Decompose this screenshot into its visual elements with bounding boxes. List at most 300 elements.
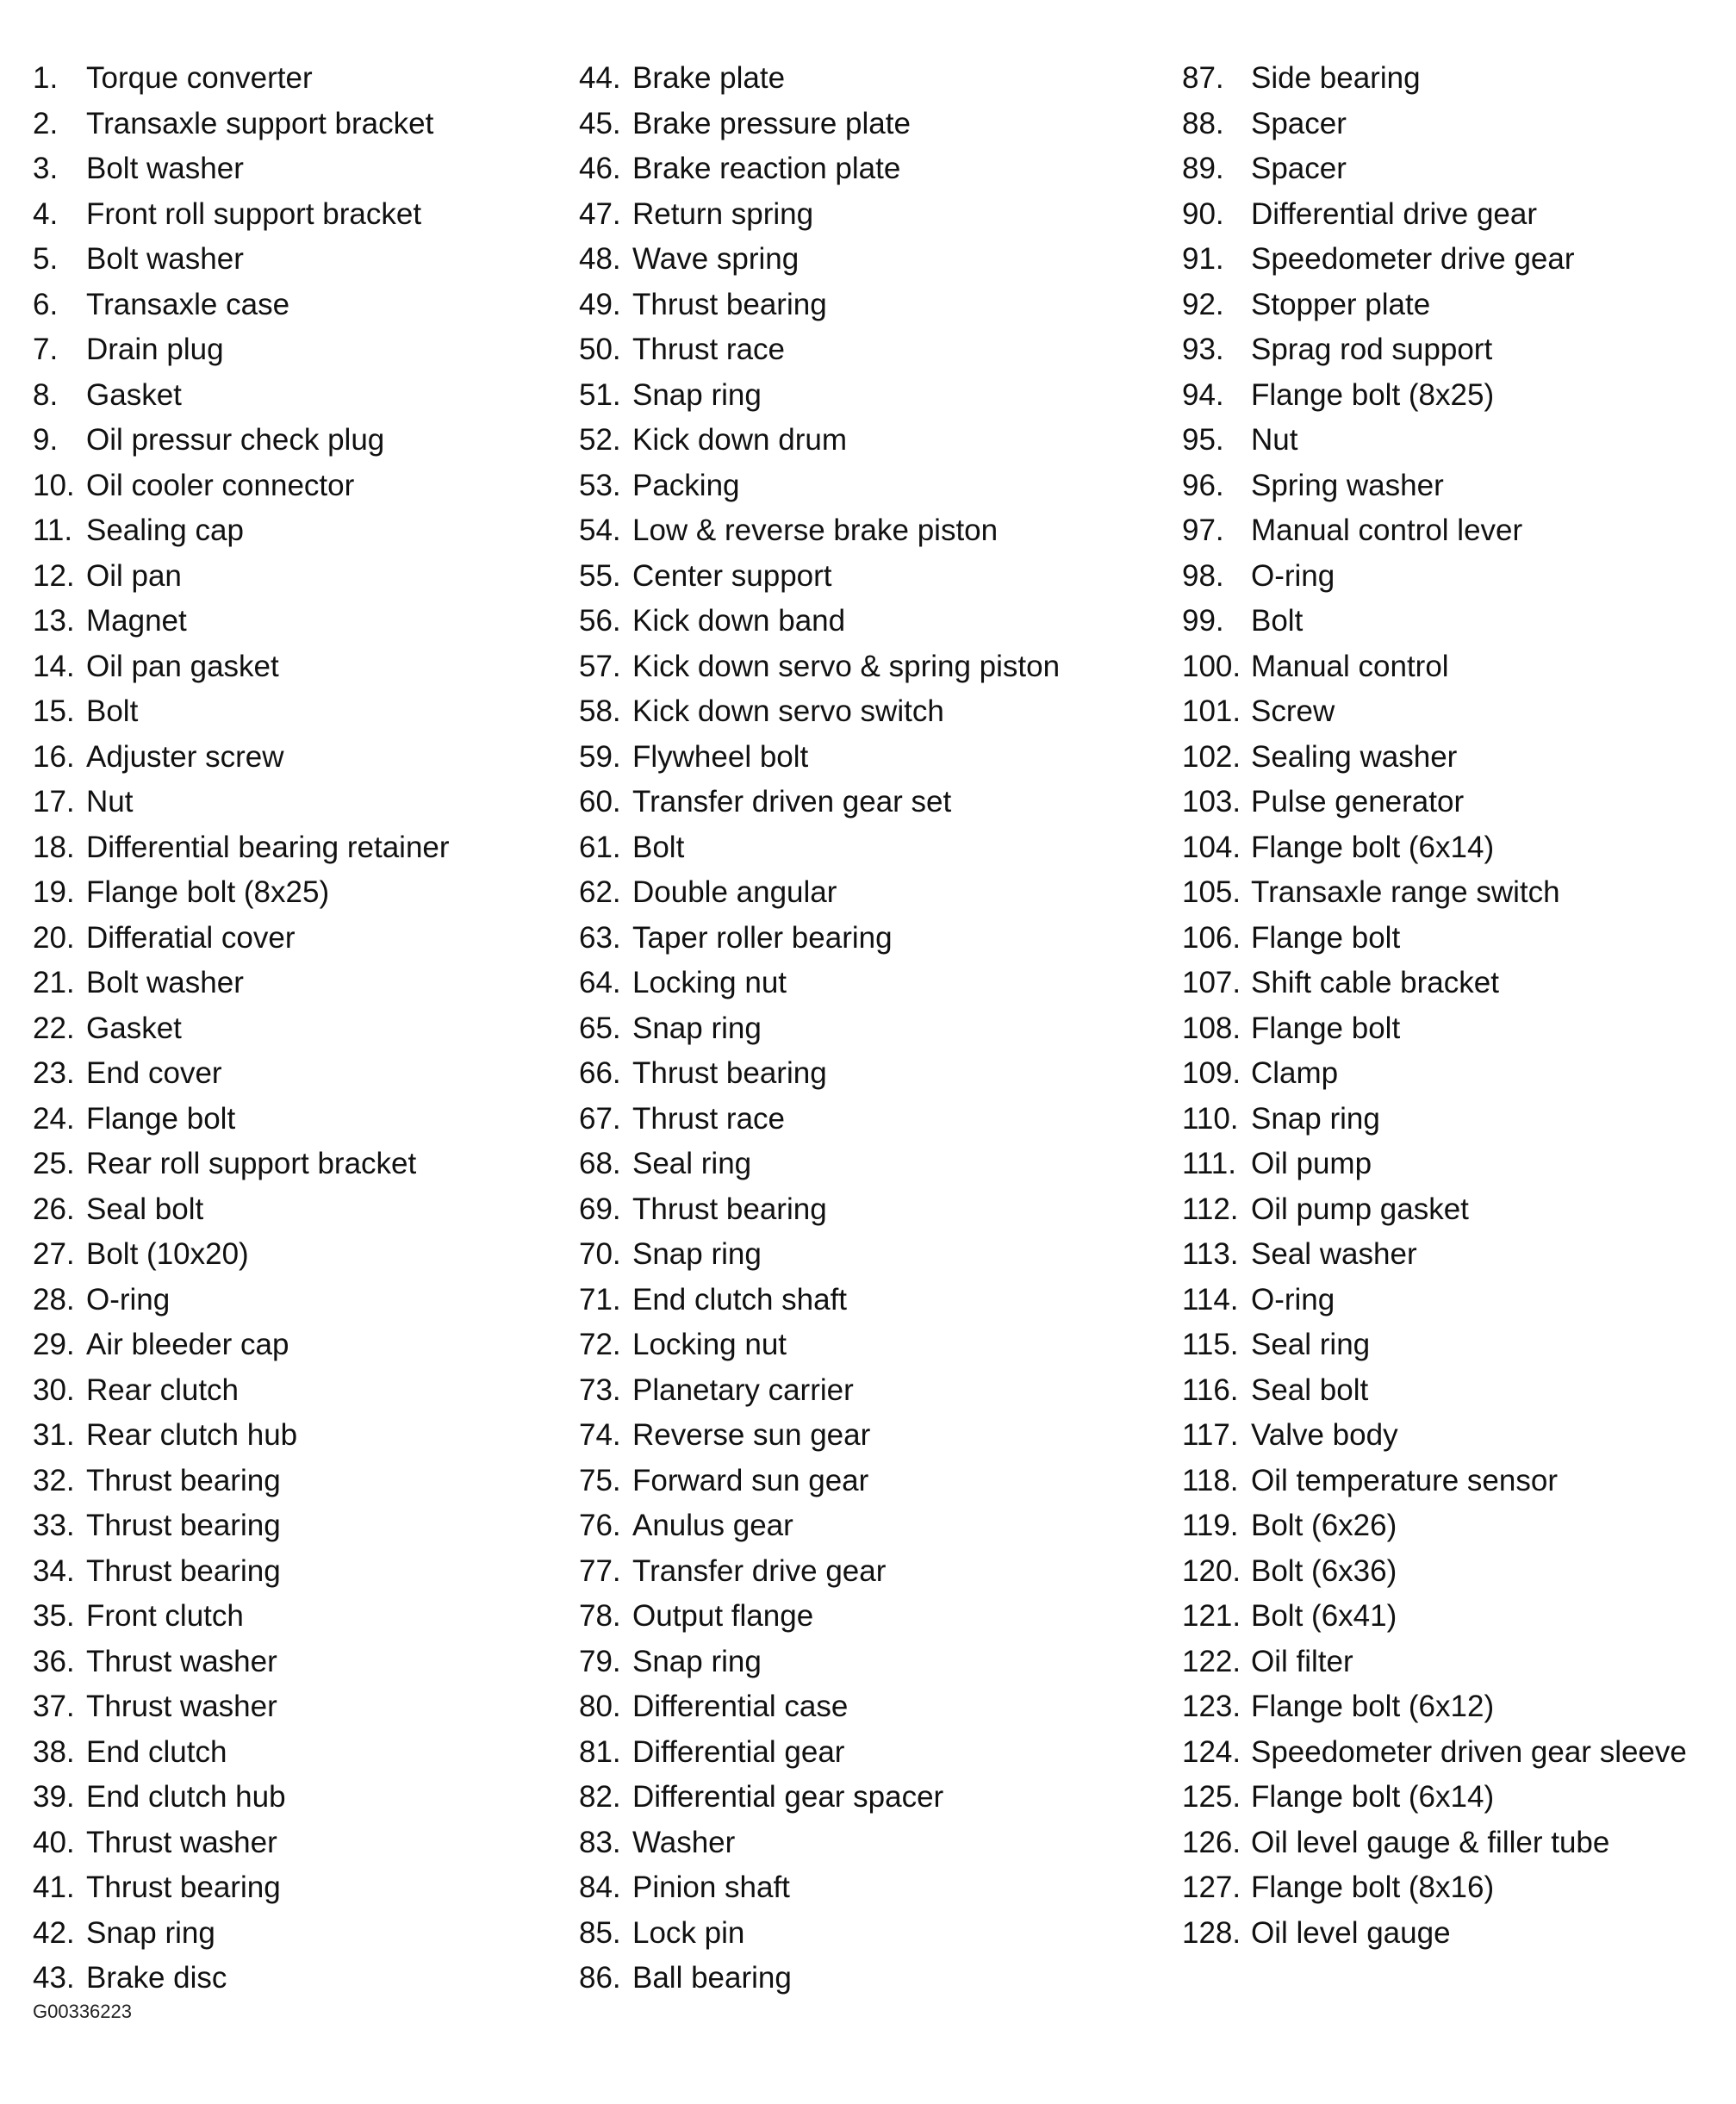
- legend-item: [1182, 1368, 1687, 1414]
- legend-item-number: 54.: [579, 514, 621, 547]
- legend-item-label: Kick down servo switch: [632, 694, 944, 728]
- legend-item: [579, 1911, 1060, 1957]
- legend-item: [33, 1459, 450, 1504]
- legend-item-number: 6.: [33, 287, 59, 321]
- legend-item-label: Thrust bearing: [632, 1192, 827, 1226]
- legend-item-label: Spring washer: [1251, 468, 1444, 502]
- legend-item-label: Differential gear spacer: [632, 1780, 944, 1814]
- legend-item: [33, 327, 450, 373]
- legend-item-label: Flange bolt (6x14): [1251, 830, 1495, 864]
- legend-item: [33, 1006, 450, 1052]
- legend-item-number: 95.: [1182, 423, 1224, 457]
- legend-item-number: 43.: [33, 1961, 75, 1995]
- legend-item-number: 111.: [1182, 1147, 1236, 1180]
- legend-item: [1182, 1232, 1687, 1278]
- legend-item-label: O-ring: [1251, 558, 1335, 593]
- legend-item-label: Flange bolt: [1251, 920, 1401, 955]
- legend-item-number: 48.: [579, 242, 621, 276]
- legend-item: [579, 1821, 1060, 1866]
- legend-item-number: 107.: [1182, 966, 1241, 999]
- legend-item-label: Shift cable bracket: [1251, 966, 1499, 999]
- legend-item-number: 8.: [33, 377, 59, 412]
- legend-item-number: 61.: [579, 830, 621, 864]
- legend-item-label: Flange bolt (6x12): [1251, 1690, 1495, 1723]
- legend-item-label: Snap ring: [632, 1237, 762, 1271]
- legend-item: [1182, 192, 1687, 238]
- legend-item-number: 128.: [1182, 1915, 1241, 1950]
- legend-item: [33, 283, 450, 328]
- legend-item: [1182, 916, 1687, 962]
- legend-item: [33, 192, 450, 238]
- legend-item-label: Magnet: [86, 604, 187, 638]
- legend-item: [33, 1956, 450, 2001]
- legend-item: [579, 237, 1060, 283]
- legend-item-label: Bolt: [632, 830, 685, 864]
- legend-item-label: Reverse sun gear: [632, 1418, 871, 1452]
- legend-item-label: Kick down servo & spring piston: [632, 649, 1061, 683]
- legend-item: [579, 1232, 1060, 1278]
- legend-item-label: Thrust washer: [86, 1644, 277, 1678]
- legend-item-number: 109.: [1182, 1056, 1241, 1090]
- legend-item-number: 113.: [1182, 1237, 1239, 1271]
- legend-item-number: 10.: [33, 468, 75, 502]
- legend-item: [33, 56, 450, 102]
- legend-item-number: 90.: [1182, 196, 1224, 231]
- legend-item-number: 41.: [33, 1871, 75, 1904]
- legend-item: [579, 283, 1060, 328]
- legend-item-number: 117.: [1182, 1418, 1239, 1452]
- legend-item: [579, 1006, 1060, 1052]
- legend-item-number: 68.: [579, 1147, 621, 1180]
- legend-item: [579, 1413, 1060, 1459]
- legend-item-label: Seal washer: [1251, 1237, 1417, 1271]
- legend-item: [579, 1278, 1060, 1323]
- legend-item-label: Bolt washer: [86, 242, 244, 276]
- legend-item-number: 97.: [1182, 514, 1224, 547]
- legend-item-label: O-ring: [1251, 1282, 1335, 1317]
- legend-item-label: Brake pressure plate: [632, 106, 911, 140]
- legend-item-number: 122.: [1182, 1644, 1241, 1678]
- legend-item: [1182, 780, 1687, 825]
- legend-item-number: 49.: [579, 287, 621, 321]
- legend-item-label: Brake plate: [632, 61, 786, 95]
- legend-item: [33, 825, 450, 871]
- legend-item-label: Thrust bearing: [632, 287, 827, 321]
- legend-item: [579, 1503, 1060, 1549]
- legend-item: [1182, 237, 1687, 283]
- legend-item-label: Oil pressur check plug: [86, 423, 385, 457]
- legend-item: [33, 1640, 450, 1685]
- legend-item-label: Thrust race: [632, 333, 785, 366]
- legend-item: [33, 1051, 450, 1097]
- legend-item-number: 46.: [579, 152, 621, 185]
- legend-item-number: 79.: [579, 1644, 621, 1678]
- legend-item-number: 106.: [1182, 920, 1241, 955]
- legend-item: [1182, 1051, 1687, 1097]
- legend-item-label: Transfer drive gear: [632, 1553, 887, 1588]
- legend-item: [1182, 1459, 1687, 1504]
- legend-item-number: 47.: [579, 196, 621, 231]
- legend-item-label: Nut: [86, 785, 134, 819]
- legend-item: [1182, 825, 1687, 871]
- legend-item-number: 39.: [33, 1780, 75, 1814]
- legend-item-label: Transaxle support bracket: [86, 106, 434, 140]
- legend-item-label: Screw: [1251, 694, 1335, 728]
- legend-item: [579, 825, 1060, 871]
- legend-item-label: Wave spring: [632, 242, 800, 276]
- legend-item-label: Snap ring: [632, 1011, 762, 1045]
- legend-item-label: Transaxle range switch: [1251, 875, 1560, 909]
- legend-item-label: Differential drive gear: [1251, 196, 1538, 231]
- legend-item-label: Brake disc: [86, 1961, 227, 1995]
- legend-item-label: Differential case: [632, 1690, 849, 1723]
- legend-item-number: 9.: [33, 423, 59, 457]
- legend-item-label: Oil cooler connector: [86, 468, 355, 502]
- legend-item-number: 15.: [33, 694, 75, 728]
- legend-item-number: 119.: [1182, 1509, 1239, 1542]
- legend-item-label: Thrust bearing: [632, 1056, 827, 1090]
- legend-item: [579, 1549, 1060, 1595]
- legend-item-label: Oil temperature sensor: [1251, 1463, 1558, 1497]
- legend-item-number: 82.: [579, 1780, 621, 1814]
- legend-item: [579, 1684, 1060, 1730]
- legend-item-label: Bolt (6x36): [1251, 1553, 1397, 1588]
- legend-item: [579, 1142, 1060, 1187]
- legend-item-label: Thrust washer: [86, 1825, 277, 1859]
- legend-item: [579, 961, 1060, 1006]
- legend-item: [1182, 870, 1687, 916]
- legend-item-number: 37.: [33, 1690, 75, 1723]
- legend-item: [1182, 508, 1687, 554]
- legend-item-number: 84.: [579, 1871, 621, 1904]
- legend-item-number: 80.: [579, 1690, 621, 1723]
- legend-item-label: Speedometer drive gear: [1251, 242, 1575, 276]
- legend-item-number: 65.: [579, 1011, 621, 1045]
- legend-item-number: 62.: [579, 875, 621, 909]
- legend-item-label: Locking nut: [632, 1328, 787, 1361]
- legend-item: [33, 870, 450, 916]
- legend-item-label: Double angular: [632, 875, 837, 909]
- legend-item-label: Flange bolt (8x16): [1251, 1871, 1495, 1904]
- legend-item: [579, 554, 1060, 600]
- legend-item: [33, 780, 450, 825]
- legend-item-number: 16.: [33, 739, 75, 774]
- legend-item-number: 28.: [33, 1282, 75, 1317]
- legend-item-number: 30.: [33, 1373, 75, 1407]
- legend-item-label: Bolt: [86, 694, 139, 728]
- legend-item-number: 77.: [579, 1553, 621, 1588]
- legend-item: [579, 1640, 1060, 1685]
- legend-item-number: 105.: [1182, 875, 1241, 909]
- legend-item-label: Kick down band: [632, 604, 846, 638]
- legend-item-label: Bolt washer: [86, 152, 244, 185]
- legend-item-number: 50.: [579, 333, 621, 366]
- legend-item: [33, 644, 450, 690]
- legend-item: [33, 1323, 450, 1368]
- legend-item-number: 93.: [1182, 333, 1224, 366]
- legend-item-label: Oil level gauge & filler tube: [1251, 1825, 1610, 1859]
- legend-item: [1182, 1278, 1687, 1323]
- legend-item-label: Differential gear: [632, 1734, 845, 1769]
- legend-item: [1182, 1684, 1687, 1730]
- legend-item-number: 24.: [33, 1101, 75, 1136]
- legend-item-label: Flange bolt: [1251, 1011, 1401, 1045]
- legend-item: [33, 146, 450, 192]
- legend-item-number: 92.: [1182, 287, 1224, 321]
- legend-item-number: 114.: [1182, 1282, 1239, 1317]
- legend-item: [579, 735, 1060, 781]
- legend-item-number: 103.: [1182, 785, 1241, 819]
- legend-item-label: Seal bolt: [1251, 1373, 1369, 1407]
- legend-item-label: Drain plug: [86, 333, 224, 366]
- legend-item-number: 72.: [579, 1328, 621, 1361]
- legend-item-number: 14.: [33, 649, 75, 683]
- legend-item-number: 66.: [579, 1056, 621, 1090]
- legend-item-label: Taper roller bearing: [632, 920, 893, 955]
- legend-item-label: Bolt (6x26): [1251, 1509, 1397, 1542]
- legend-item-label: Planetary carrier: [632, 1373, 854, 1407]
- parts-legend: [0, 56, 1736, 1995]
- legend-item-number: 121.: [1182, 1599, 1241, 1633]
- legend-item-label: Oil pan gasket: [86, 649, 279, 683]
- legend-item-label: Output flange: [632, 1599, 814, 1633]
- legend-item-number: 125.: [1182, 1780, 1241, 1814]
- legend-item-label: Manual control lever: [1251, 514, 1523, 547]
- legend-item-label: Locking nut: [632, 966, 787, 999]
- legend-item-number: 60.: [579, 785, 621, 819]
- legend-item-number: 118.: [1182, 1463, 1239, 1497]
- legend-item: [33, 1503, 450, 1549]
- legend-item-number: 120.: [1182, 1553, 1241, 1588]
- legend-item: [579, 508, 1060, 554]
- legend-item-label: Valve body: [1251, 1418, 1398, 1452]
- legend-item-number: 29.: [33, 1328, 75, 1361]
- legend-item-label: Differatial cover: [86, 920, 296, 955]
- legend-item-label: Seal bolt: [86, 1192, 204, 1226]
- legend-item-number: 36.: [33, 1644, 75, 1678]
- legend-item-label: Spacer: [1251, 106, 1347, 140]
- legend-item: [579, 1187, 1060, 1233]
- legend-item-number: 38.: [33, 1734, 75, 1769]
- legend-item-number: 19.: [33, 875, 75, 909]
- legend-item: [33, 1549, 450, 1595]
- legend-item-label: Sealing washer: [1251, 739, 1458, 774]
- legend-item: [33, 599, 450, 644]
- legend-item: [33, 1684, 450, 1730]
- legend-item-number: 99.: [1182, 604, 1224, 638]
- legend-item-label: Anulus gear: [632, 1509, 793, 1542]
- legend-item-label: End clutch hub: [86, 1780, 286, 1814]
- legend-item: [579, 689, 1060, 735]
- legend-item: [1182, 1549, 1687, 1595]
- legend-item-number: 13.: [33, 604, 75, 638]
- legend-item: [579, 1956, 1060, 2001]
- legend-item-label: Bolt (10x20): [86, 1237, 249, 1271]
- legend-item-number: 91.: [1182, 242, 1224, 276]
- legend-item-number: 2.: [33, 106, 59, 140]
- legend-item-label: Thrust bearing: [86, 1553, 281, 1588]
- legend-item-label: Air bleeder cap: [86, 1328, 289, 1361]
- legend-item-number: 25.: [33, 1147, 75, 1180]
- legend-item-label: Flywheel bolt: [632, 739, 809, 774]
- legend-item-label: Thrust bearing: [86, 1463, 281, 1497]
- legend-item: [579, 1097, 1060, 1142]
- legend-item: [33, 1821, 450, 1866]
- legend-item-number: 5.: [33, 242, 59, 276]
- legend-item: [1182, 961, 1687, 1006]
- legend-item-number: 42.: [33, 1915, 75, 1950]
- legend-item: [1182, 1503, 1687, 1549]
- legend-item-number: 127.: [1182, 1871, 1241, 1904]
- legend-item: [1182, 373, 1687, 419]
- legend-item-label: Snap ring: [632, 377, 762, 412]
- legend-item-label: Brake reaction plate: [632, 152, 901, 185]
- legend-item-number: 69.: [579, 1192, 621, 1226]
- legend-item: [1182, 689, 1687, 735]
- legend-item: [579, 1368, 1060, 1414]
- legend-item: [33, 961, 450, 1006]
- legend-item-label: Low & reverse brake piston: [632, 514, 999, 547]
- legend-item-label: Thrust race: [632, 1101, 785, 1136]
- legend-item-number: 32.: [33, 1463, 75, 1497]
- legend-item-number: 100.: [1182, 649, 1241, 683]
- legend-item-number: 55.: [579, 558, 621, 593]
- legend-item: [1182, 1775, 1687, 1821]
- legend-item: [579, 599, 1060, 644]
- legend-item: [33, 102, 450, 147]
- legend-item-number: 57.: [579, 649, 621, 683]
- legend-item: [33, 237, 450, 283]
- legend-item-number: 35.: [33, 1599, 75, 1633]
- legend-item: [1182, 1640, 1687, 1685]
- legend-item: [1182, 283, 1687, 328]
- legend-item-number: 112.: [1182, 1192, 1239, 1226]
- legend-item: [579, 102, 1060, 147]
- legend-column-2: [579, 56, 1060, 2001]
- legend-item-label: End clutch: [86, 1734, 227, 1769]
- legend-item: [579, 1775, 1060, 1821]
- legend-item-number: 89.: [1182, 152, 1224, 185]
- legend-item-label: Spacer: [1251, 152, 1347, 185]
- legend-item: [579, 373, 1060, 419]
- legend-item: [579, 1594, 1060, 1640]
- legend-item-label: Flange bolt: [86, 1101, 236, 1136]
- legend-item: [579, 1730, 1060, 1776]
- legend-item: [1182, 1097, 1687, 1142]
- legend-item: [33, 1594, 450, 1640]
- legend-item-label: Thrust bearing: [86, 1509, 281, 1542]
- legend-item-number: 40.: [33, 1825, 75, 1859]
- legend-item: [1182, 554, 1687, 600]
- legend-item-label: Front roll support bracket: [86, 196, 422, 231]
- legend-item: [1182, 464, 1687, 509]
- legend-item: [33, 1142, 450, 1187]
- legend-item-number: 1.: [33, 61, 59, 95]
- legend-item-number: 81.: [579, 1734, 621, 1769]
- legend-item: [1182, 599, 1687, 644]
- legend-item-label: Transaxle case: [86, 287, 290, 321]
- legend-item: [1182, 146, 1687, 192]
- legend-item: [33, 418, 450, 464]
- legend-item-label: Front clutch: [86, 1599, 244, 1633]
- legend-item-label: Snap ring: [632, 1644, 762, 1678]
- legend-item: [579, 192, 1060, 238]
- legend-item-number: 20.: [33, 920, 75, 955]
- legend-item-number: 3.: [33, 152, 59, 185]
- legend-item-number: 94.: [1182, 377, 1224, 412]
- legend-item-label: Washer: [632, 1825, 736, 1859]
- legend-item-label: Thrust washer: [86, 1690, 277, 1723]
- legend-item-number: 4.: [33, 196, 59, 231]
- legend-item-label: Flange bolt (8x25): [1251, 377, 1495, 412]
- legend-item-label: Snap ring: [1251, 1101, 1380, 1136]
- legend-item: [33, 735, 450, 781]
- legend-item: [1182, 1911, 1687, 1957]
- legend-item: [1182, 1142, 1687, 1187]
- legend-item: [33, 1865, 450, 1911]
- legend-item: [1182, 1413, 1687, 1459]
- legend-item-label: Bolt: [1251, 604, 1304, 638]
- legend-item-label: Gasket: [86, 377, 182, 412]
- legend-item-number: 21.: [33, 966, 75, 999]
- legend-item-label: Seal ring: [632, 1147, 752, 1180]
- legend-item-number: 27.: [33, 1237, 75, 1271]
- legend-item-label: Rear clutch hub: [86, 1418, 298, 1452]
- legend-item: [1182, 327, 1687, 373]
- legend-item-number: 52.: [579, 423, 621, 457]
- legend-item-number: 7.: [33, 333, 59, 366]
- legend-item-number: 31.: [33, 1418, 75, 1452]
- legend-item-number: 18.: [33, 830, 75, 864]
- legend-item-number: 59.: [579, 739, 621, 774]
- legend-item: [33, 1232, 450, 1278]
- legend-item-label: Stopper plate: [1251, 287, 1431, 321]
- legend-column-3: [1182, 56, 1687, 1956]
- legend-item-number: 45.: [579, 106, 621, 140]
- figure-id: G00336223: [33, 2001, 132, 2022]
- legend-item-number: 73.: [579, 1373, 621, 1407]
- legend-item-number: 116.: [1182, 1373, 1239, 1407]
- legend-item: [33, 554, 450, 600]
- legend-item-label: Seal ring: [1251, 1328, 1371, 1361]
- legend-item: [33, 1730, 450, 1776]
- legend-item: [33, 1911, 450, 1957]
- legend-item: [579, 644, 1060, 690]
- legend-item-number: 87.: [1182, 61, 1224, 95]
- legend-item-label: Oil pump gasket: [1251, 1192, 1469, 1226]
- legend-item-number: 98.: [1182, 558, 1224, 593]
- legend-item: [1182, 1730, 1687, 1776]
- legend-item-number: 86.: [579, 1961, 621, 1995]
- legend-item: [33, 1413, 450, 1459]
- legend-item-label: Bolt washer: [86, 966, 244, 999]
- legend-item-number: 78.: [579, 1599, 621, 1633]
- legend-item-number: 22.: [33, 1011, 75, 1045]
- legend-item-label: Speedometer driven gear sleeve: [1251, 1734, 1687, 1769]
- legend-item-label: Side bearing: [1251, 61, 1421, 95]
- legend-item: [1182, 1865, 1687, 1911]
- legend-item: [579, 1051, 1060, 1097]
- legend-item-number: 74.: [579, 1418, 621, 1452]
- legend-item: [579, 464, 1060, 509]
- legend-item: [579, 916, 1060, 962]
- legend-item: [33, 508, 450, 554]
- legend-item-number: 85.: [579, 1915, 621, 1950]
- legend-item-number: 83.: [579, 1825, 621, 1859]
- legend-item-number: 104.: [1182, 830, 1241, 864]
- legend-item-number: 108.: [1182, 1011, 1241, 1045]
- legend-item-label: Oil level gauge: [1251, 1915, 1451, 1950]
